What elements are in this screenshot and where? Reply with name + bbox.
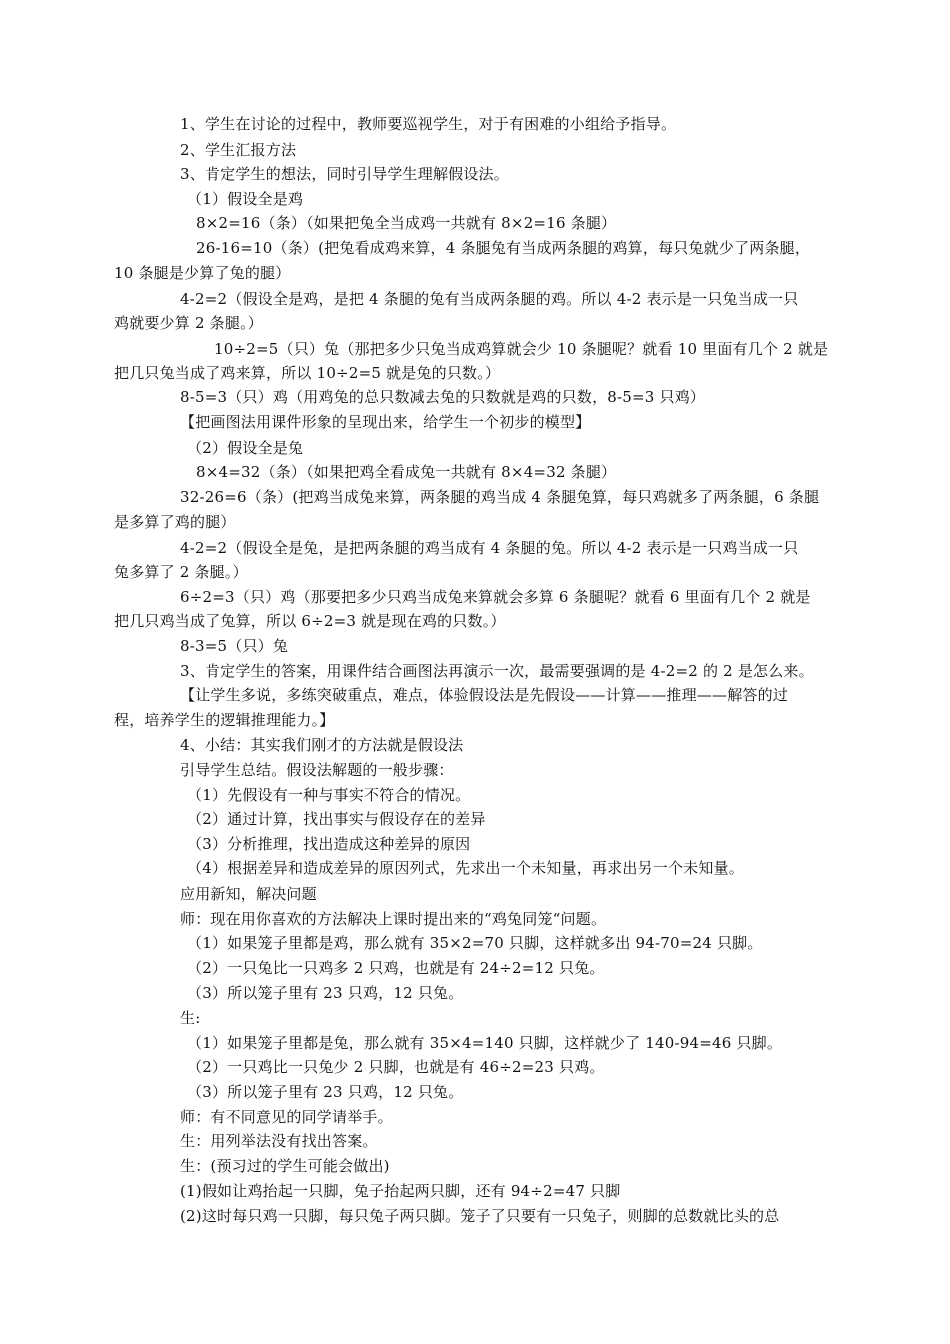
text-line: 4-2=2（假设全是鸡，是把 4 条腿的兔有当成两条腿的鸡。所以 4-2 表示是一只兔当成一只 bbox=[180, 290, 799, 308]
text-line: 应用新知，解决问题 bbox=[180, 885, 317, 903]
text-line: 10 条腿是少算了兔的腿） bbox=[114, 264, 291, 282]
text-line: 4-2=2（假设全是兔，是把两条腿的鸡当成有 4 条腿的兔。所以 4-2 表示是一只鸡当成一只 bbox=[180, 539, 799, 557]
text-line: 3、肯定学生的答案，用课件结合画图法再演示一次，最需要强调的是 4-2=2 的 2 是怎么来。 bbox=[180, 662, 814, 680]
text-line: 把几只鸡当成了兔算，所以 6÷2=3 就是现在鸡的只数。） bbox=[114, 612, 506, 630]
text-line: 把几只兔当成了鸡来算，所以 10÷2=5 就是兔的只数。） bbox=[114, 364, 501, 382]
text-line: 32-26=6（条）(把鸡当成兔来算，两条腿的鸡当成 4 条腿兔算，每只鸡就多了两条腿，6 条腿 bbox=[180, 488, 820, 506]
text-line: （3）所以笼子里有 23 只鸡，12 只兔。 bbox=[187, 984, 464, 1002]
text-line: （1）如果笼子里都是兔，那么就有 35×4=140 只脚，这样就少了 140-94=46 只脚。 bbox=[187, 1034, 783, 1052]
text-line: （4）根据差异和造成差异的原因列式，先求出一个未知量，再求出另一个未知量。 bbox=[187, 859, 744, 877]
text-line: 程，培养学生的逻辑推理能力。】 bbox=[114, 711, 335, 729]
text-line: （1）假设全是鸡 bbox=[187, 190, 304, 208]
text-line: 8×2=16（条）（如果把兔全当成鸡一共就有 8×2=16 条腿） bbox=[196, 214, 617, 232]
text-line: 兔多算了 2 条腿。） bbox=[114, 563, 248, 581]
text-line: （3）分析推理，找出造成这种差异的原因 bbox=[187, 835, 471, 853]
text-line: （2）一只鸡比一只兔少 2 只脚，也就是有 46÷2=23 只鸡。 bbox=[187, 1058, 605, 1076]
text-line: 生：用列举法没有找出答案。 bbox=[180, 1132, 378, 1150]
text-line: 【让学生多说，多练突破重点，难点，体验假设法是先假设——计算——推理——解答的过 bbox=[180, 686, 789, 704]
text-line: 3、肯定学生的想法，同时引导学生理解假设法。 bbox=[180, 165, 509, 183]
text-line: 引导学生总结。假设法解题的一般步骤： bbox=[180, 761, 454, 779]
text-line: （2）假设全是兔 bbox=[187, 439, 304, 457]
text-line: （2）通过计算，找出事实与假设存在的差异 bbox=[187, 810, 486, 828]
text-line: 是多算了鸡的腿） bbox=[114, 513, 236, 531]
text-line: (1)假如让鸡抬起一只脚，兔子抬起两只脚，还有 94÷2=47 只脚 bbox=[180, 1182, 621, 1200]
text-line: 生: bbox=[180, 1009, 201, 1027]
text-line: 8-3=5（只）兔 bbox=[180, 637, 289, 655]
text-line: 师：有不同意见的同学请举手。 bbox=[180, 1108, 393, 1126]
text-line: 师：现在用你喜欢的方法解决上课时提出来的“鸡兔同笼“问题。 bbox=[180, 910, 607, 928]
text-line: 2、学生汇报方法 bbox=[180, 141, 297, 159]
text-line: 4、小结：其实我们刚才的方法就是假设法 bbox=[180, 736, 464, 754]
text-line: （2）一只兔比一只鸡多 2 只鸡，也就是有 24÷2=12 只兔。 bbox=[187, 959, 605, 977]
text-line: （1）如果笼子里都是鸡，那么就有 35×2=70 只脚，这样就多出 94-70=24 只脚。 bbox=[187, 934, 763, 952]
text-line: (2)这时每只鸡一只脚，每只兔子两只脚。笼子了只要有一只兔子，则脚的总数就比头的总 bbox=[180, 1207, 780, 1225]
text-line: 10÷2=5（只）兔（那把多少只兔当成鸡算就会少 10 条腿呢？就看 10 里面有几个 2 就是 bbox=[214, 340, 829, 358]
text-line: 8-5=3（只）鸡（用鸡兔的总只数减去兔的只数就是鸡的只数，8-5=3 只鸡） bbox=[180, 388, 706, 406]
text-line: 6÷2=3（只）鸡（那要把多少只鸡当成兔来算就会多算 6 条腿呢？就看 6 里面有几个 2 就是 bbox=[180, 588, 811, 606]
text-line: 生：(预习过的学生可能会做出) bbox=[180, 1157, 390, 1175]
text-line: 鸡就要少算 2 条腿。） bbox=[114, 314, 263, 332]
text-line: 1、学生在讨论的过程中，教师要巡视学生，对于有困难的小组给予指导。 bbox=[180, 115, 677, 133]
text-line: 8×4=32（条）（如果把鸡全看成兔一共就有 8×4=32 条腿） bbox=[196, 463, 617, 481]
text-line: （3）所以笼子里有 23 只鸡，12 只兔。 bbox=[187, 1083, 464, 1101]
text-line: （1）先假设有一种与事实不符合的情况。 bbox=[187, 786, 471, 804]
text-line: 26-16=10（条）(把兔看成鸡来算，4 条腿兔有当成两条腿的鸡算，每只兔就少了两条腿， bbox=[196, 239, 811, 257]
text-line: 【把画图法用课件形象的呈现出来，给学生一个初步的模型】 bbox=[180, 413, 591, 431]
